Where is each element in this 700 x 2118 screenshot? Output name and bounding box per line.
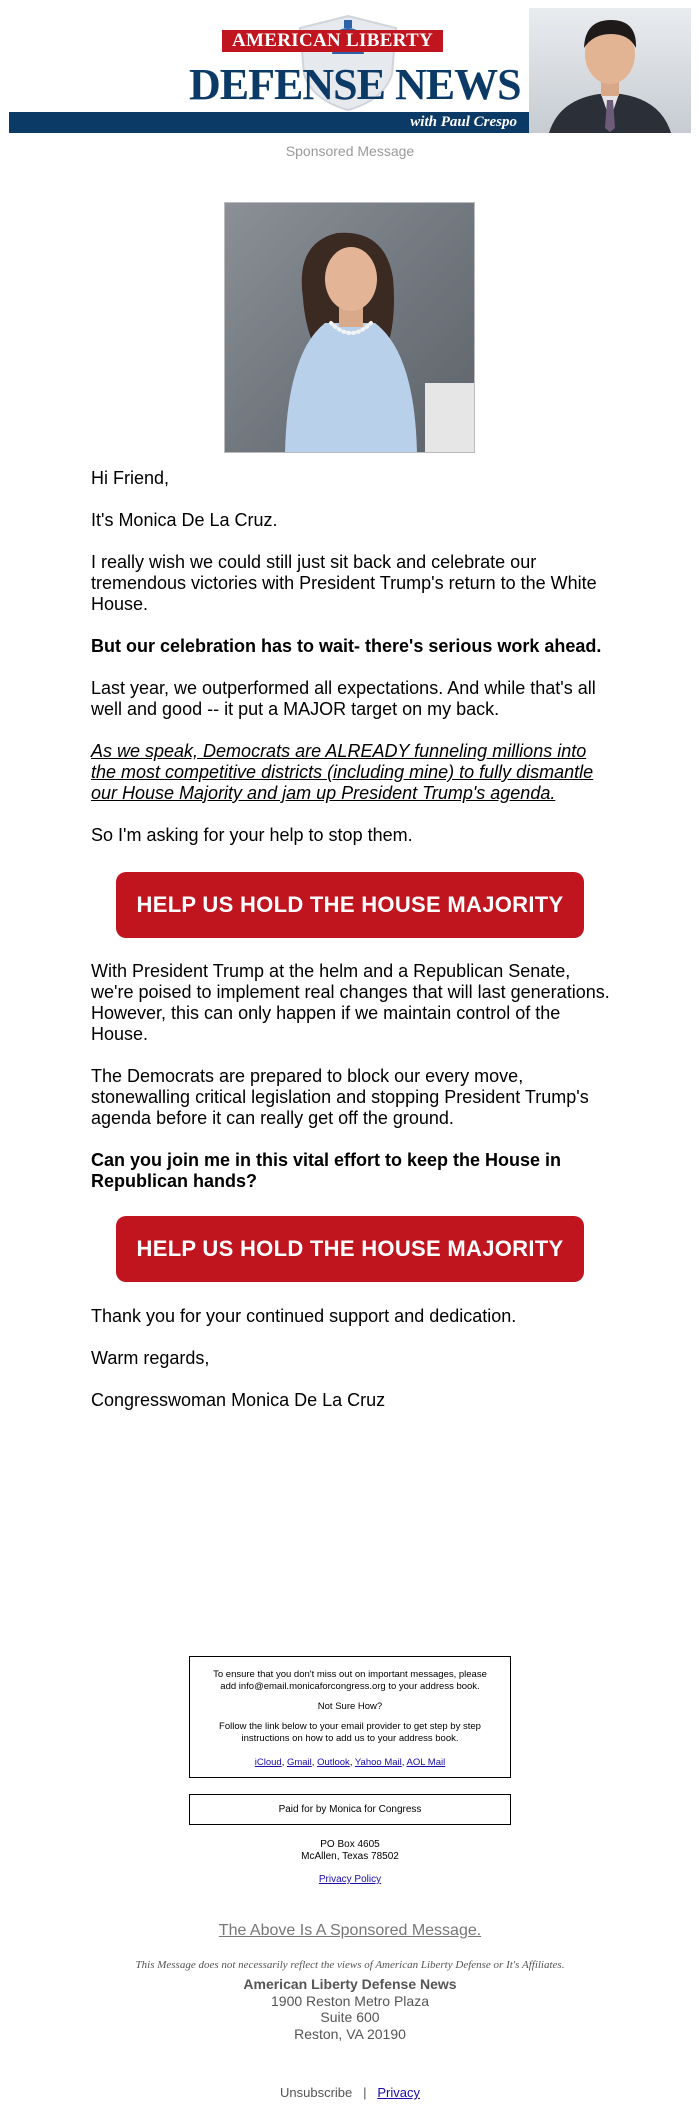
org-address-line: Reston, VA 20190 xyxy=(294,2025,406,2042)
unsubscribe-row xyxy=(0,2085,700,2100)
not-sure-text: Not Sure How? xyxy=(317,1701,383,1712)
host-photo-illustration xyxy=(529,8,691,133)
letter-paragraph-bold: But our celebration has to wait- there's serious work ahead. xyxy=(91,636,602,656)
provider-link-outlook[interactable]: Outlook xyxy=(317,1757,350,1768)
paid-for-box xyxy=(189,1794,511,1825)
org-address-block xyxy=(0,1976,700,2042)
safelist-text: To ensure that you don't miss out on important messages, please add info@email.monicaforcongress.org to your address book. xyxy=(213,1669,487,1692)
unsubscribe-link[interactable]: Unsubscribe xyxy=(280,2085,353,2100)
org-address-line: Suite 600 xyxy=(320,2009,380,2025)
provider-link-yahoo[interactable]: Yahoo Mail xyxy=(354,1757,402,1768)
sign-off: Warm regards, xyxy=(91,1348,210,1368)
letter-paragraph-bold: Can you join me in this vital effort to keep the House in Republican hands? xyxy=(91,1150,562,1191)
letter-paragraph: Thank you for your continued support and dedication. xyxy=(91,1306,517,1326)
donate-cta-button-secondary[interactable]: HELP US HOLD THE HOUSE MAJORITY xyxy=(116,1216,584,1282)
paid-for-text: Paid for by Monica for Congress xyxy=(278,1804,422,1815)
org-address-line: 1900 Reston Metro Plaza xyxy=(271,1992,429,2009)
safelist-box xyxy=(189,1656,511,1778)
po-city: McAllen, Texas 78502 xyxy=(301,1851,399,1862)
privacy-policy-link[interactable]: Privacy Policy xyxy=(318,1874,382,1885)
follow-text: Follow the link below to your email provider to get step by step instructions on how to add us to your address book. xyxy=(219,1721,481,1744)
candidate-portrait xyxy=(224,202,475,453)
provider-link-icloud[interactable]: iCloud xyxy=(254,1757,282,1768)
header-tagline: with Paul Crespo xyxy=(410,114,517,130)
separator: | xyxy=(363,2085,367,2100)
letter-paragraph: It's Monica De La Cruz. xyxy=(91,510,278,530)
disclaimer: This Message does not necessarily reflect the views of American Liberty Defense or It's Affiliates. xyxy=(135,1959,565,1971)
privacy-policy-row xyxy=(0,1874,700,1886)
donate-cta-button[interactable]: HELP US HOLD THE HOUSE MAJORITY xyxy=(116,872,584,938)
provider-link-aol[interactable]: AOL Mail xyxy=(406,1757,446,1768)
letter-paragraph: So I'm asking for your help to stop them. xyxy=(91,825,413,845)
po-box: PO Box 4605 xyxy=(320,1839,380,1850)
letter-paragraph: With President Trump at the helm and a Republican Senate, we're poised to implement real changes that will last generations. However, this can only happen if we maintain control of the House. xyxy=(91,961,610,1044)
letter-paragraph: I really wish we could still just sit back and celebrate our tremendous victories with President Trump's return to the White House. xyxy=(91,552,597,614)
provider-links: iCloud, Gmail, Outlook, Yahoo Mail, AOL Mail xyxy=(254,1757,446,1768)
host-photo xyxy=(529,8,691,133)
org-name: American Liberty Defense News xyxy=(243,1976,457,1992)
brand-main-wordmark: DEFENSE NEWS xyxy=(189,60,521,109)
letter-paragraph: Last year, we outperformed all expectations. And while that's all well and good -- it put a MAJOR target on my back. xyxy=(91,678,596,719)
greeting: Hi Friend, xyxy=(91,468,170,488)
privacy-link[interactable]: Privacy xyxy=(377,2085,420,2100)
letter-paragraph: The Democrats are prepared to block our every move, stonewalling critical legislation and stopping President Trump's agenda before it can really get off the ground. xyxy=(91,1066,589,1128)
provider-link-gmail[interactable]: Gmail xyxy=(286,1757,312,1768)
candidate-portrait-illustration xyxy=(225,203,475,453)
signature: Congresswoman Monica De La Cruz xyxy=(91,1390,386,1410)
letter-paragraph-emphasis: As we speak, Democrats are ALREADY funneling millions into the most competitive districts (including mine) to fully dismantle our House Majority and jam up President Trump's agenda. xyxy=(91,741,594,803)
brand-top-wordmark: AMERICAN LIBERTY xyxy=(222,30,443,52)
sponsored-notice: The Above Is A Sponsored Message. xyxy=(218,1922,482,1939)
newsletter-header xyxy=(9,8,691,133)
sponsored-label: Sponsored Message xyxy=(285,143,415,159)
